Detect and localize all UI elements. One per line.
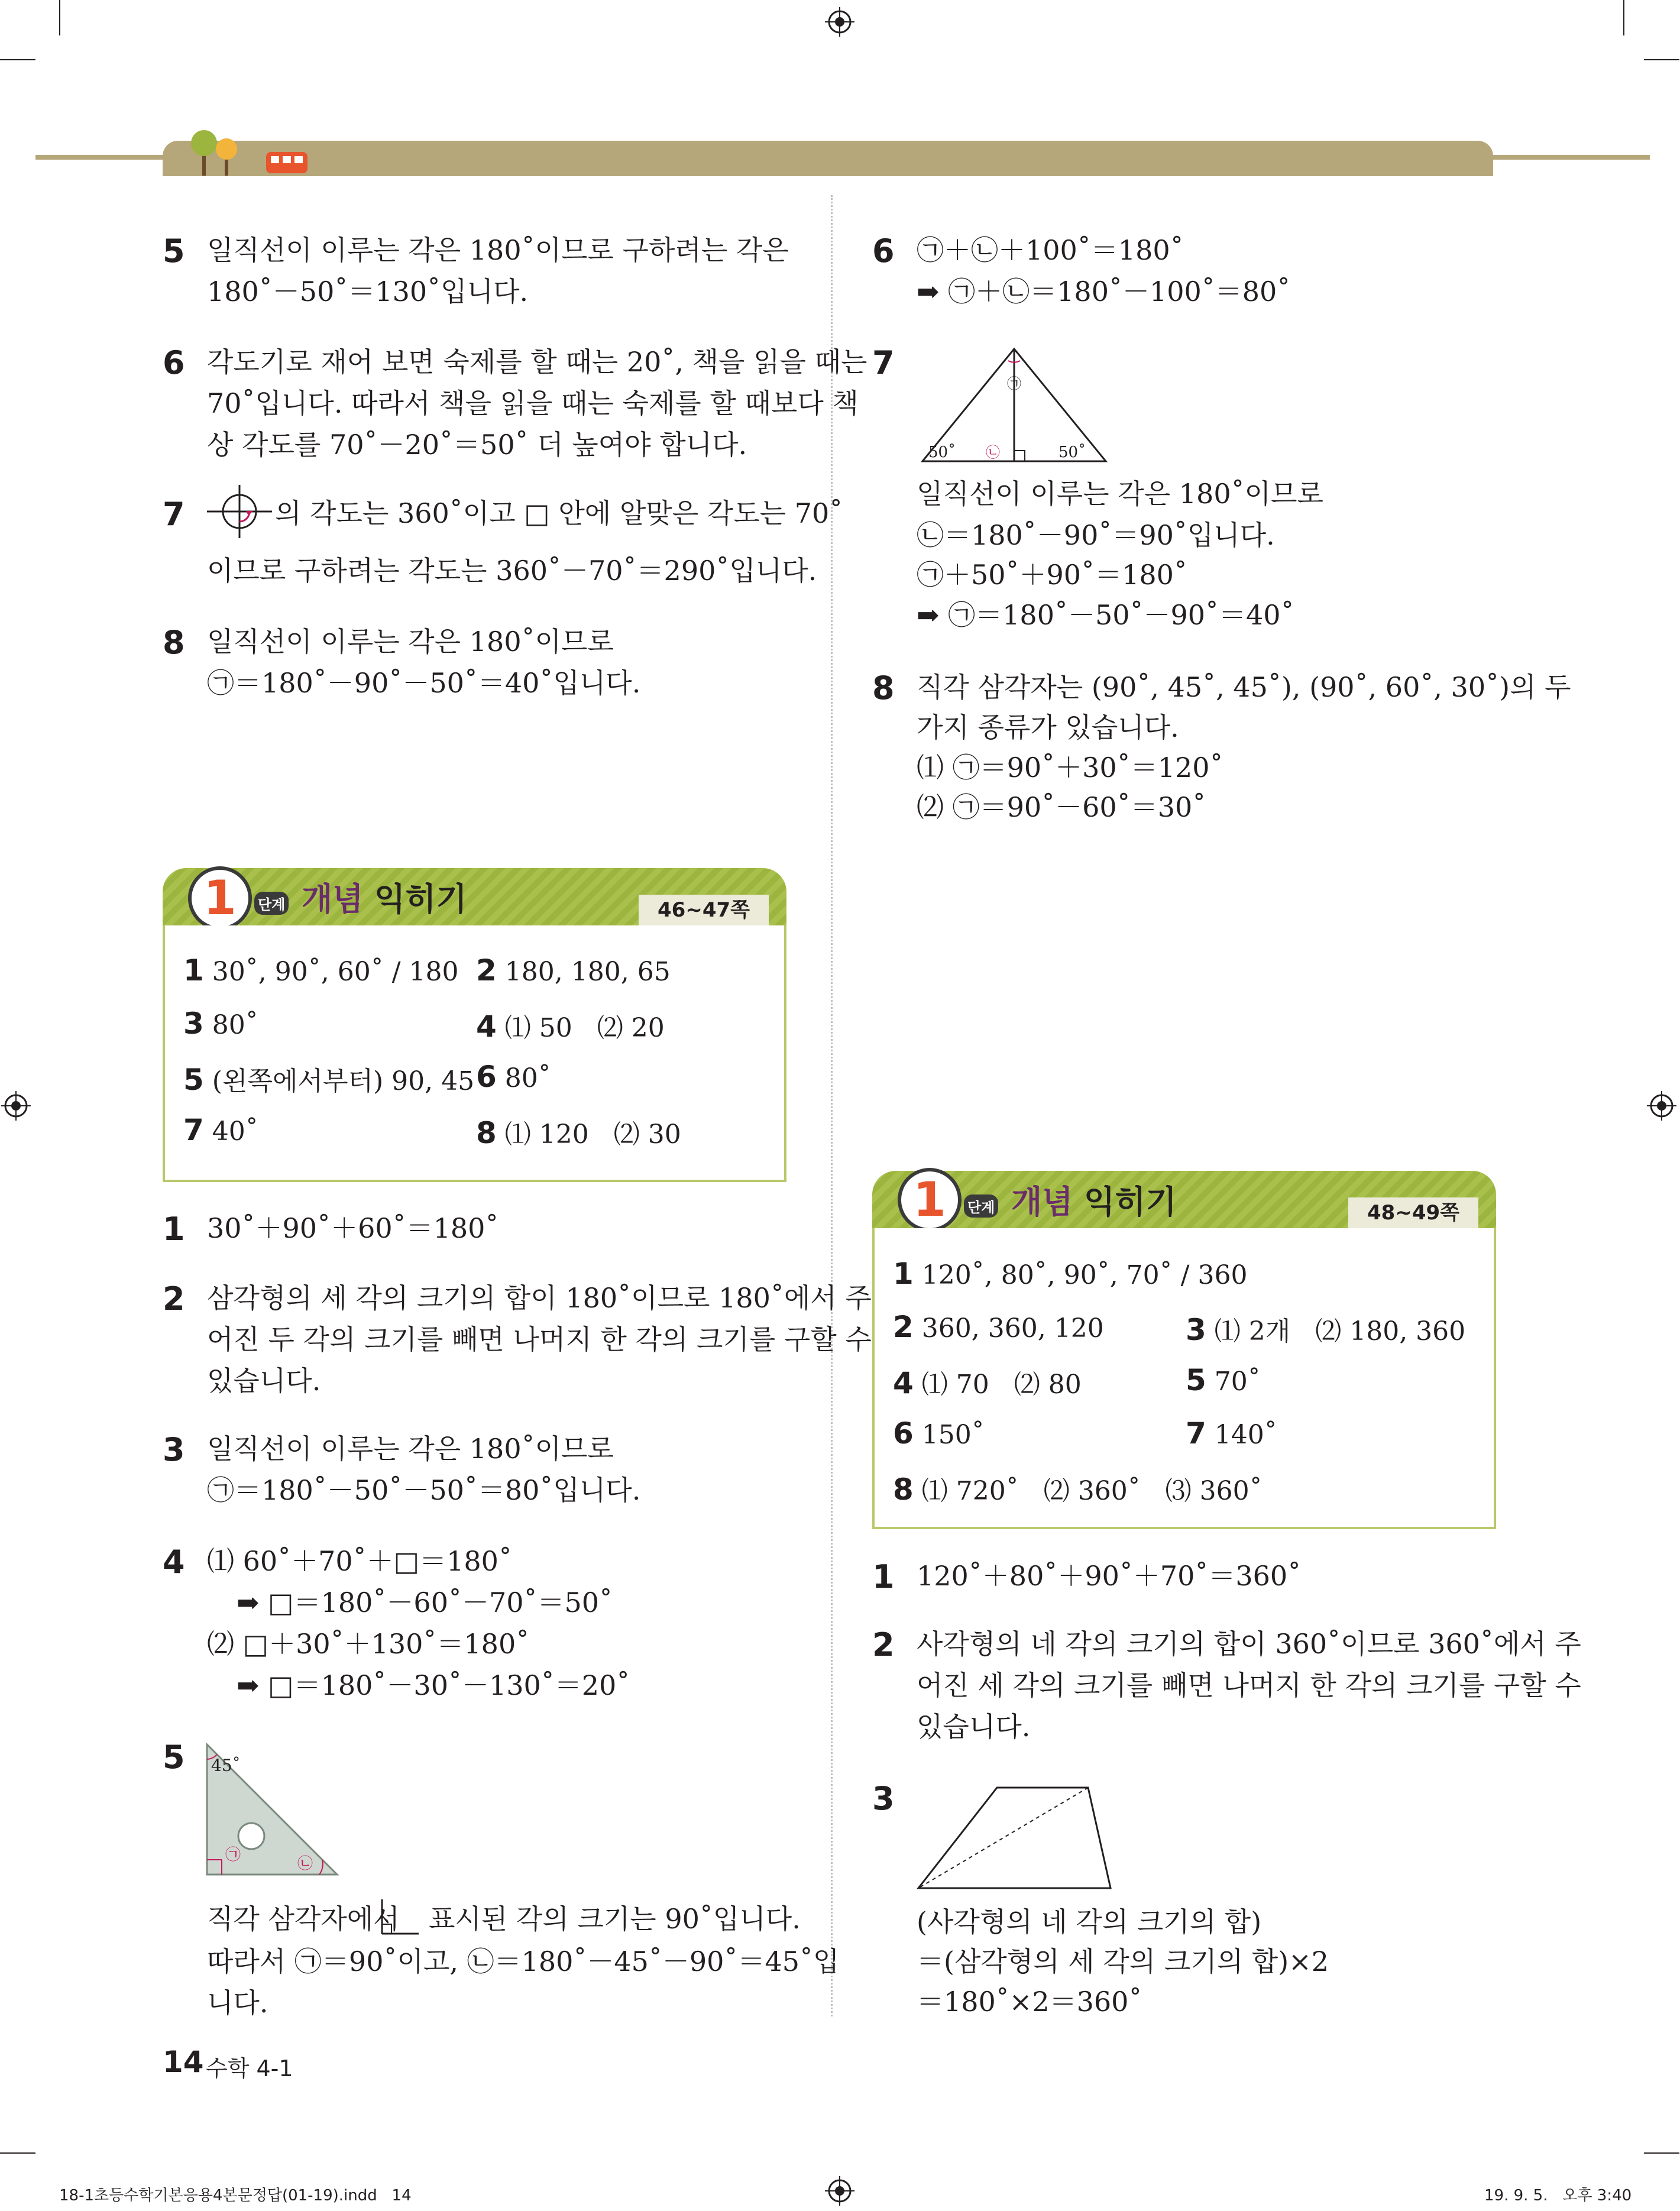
left-q4-line4: ➡ □＝180˚－30˚－130˚＝20˚ — [237, 1669, 630, 1701]
left-p8-number: 8 — [163, 624, 185, 661]
right-q3-line3: ＝180˚×2＝360˚ — [917, 1986, 1142, 2018]
right-q3-line1: (사각형의 네 각의 크기의 합) — [917, 1906, 1262, 1938]
footer-file: 18-1초등수학기본응용4본문정답(01-19).indd 14 — [59, 2187, 412, 2204]
book-title: 수학 4-1 — [206, 2055, 293, 2081]
crop-mark — [1623, 0, 1624, 35]
ans-num: 7 — [1186, 1416, 1206, 1451]
ans-num: 6 — [476, 1060, 497, 1094]
crosshair-angle-icon — [207, 485, 272, 538]
ans-num: 1 — [893, 1257, 914, 1291]
ans-num: 3 — [183, 1006, 204, 1041]
triangle-angle-right: 50˚ — [1059, 444, 1086, 461]
ans-text: ⑴ 120 ⑵ 30 — [504, 1119, 681, 1150]
left-p7-number: 7 — [163, 496, 185, 533]
set-square-label-g: ㉠ — [225, 1846, 241, 1864]
right-box-title-b: 익히기 — [1084, 1183, 1177, 1221]
left-box-row2b — [476, 1006, 665, 1044]
right-box-row4b — [1186, 1416, 1277, 1451]
ans-text: 70˚ — [1214, 1367, 1261, 1397]
registration-mark-top — [825, 7, 854, 37]
left-q4-line1: ⑴ 60˚＋70˚＋□＝180˚ — [207, 1545, 512, 1577]
left-q3-number: 3 — [163, 1431, 185, 1468]
right-q2-line3: 있습니다. — [917, 1711, 1031, 1743]
left-box-title-b: 익히기 — [374, 880, 467, 918]
header-icons — [189, 125, 319, 179]
left-box-row3b — [476, 1060, 551, 1094]
left-p6-number: 6 — [163, 344, 185, 381]
left-q2-number: 2 — [163, 1280, 185, 1317]
right-box-row2b — [1186, 1310, 1465, 1348]
ans-num: 5 — [183, 1063, 204, 1097]
ans-text: ⑴ 50 ⑵ 20 — [504, 1013, 665, 1043]
ans-text: 30˚, 90˚, 60˚ / 180 — [212, 957, 459, 987]
left-q2-line3: 있습니다. — [207, 1365, 321, 1397]
left-p5-line2: 180˚－50˚＝130˚입니다. — [207, 276, 529, 307]
ans-text: 80˚ — [504, 1063, 551, 1093]
left-q5-line2: 따라서 ㉠＝90˚이고, ㉡＝180˚－45˚－90˚＝45˚입 — [207, 1945, 840, 1977]
right-q2-number: 2 — [872, 1626, 895, 1663]
left-p6-line3: 상 각도를 70˚－20˚＝50˚ 더 높여야 합니다. — [207, 429, 747, 461]
left-p6-line2: 70˚입니다. 따라서 책을 읽을 때는 숙제를 할 때보다 책 — [207, 387, 859, 419]
registration-mark-right — [1647, 1091, 1676, 1121]
crop-mark — [1644, 59, 1679, 60]
right-q2-line2: 어진 세 각의 크기를 빼면 나머지 한 각의 크기를 구할 수 — [917, 1669, 1581, 1701]
footer-date: 19. 9. 5. 오후 3:40 — [1484, 2187, 1632, 2204]
triangle-angle-left: 50˚ — [928, 444, 956, 461]
right-box-stage-badge: 단계 — [964, 1194, 998, 1218]
ans-text: 40˚ — [212, 1116, 258, 1147]
right-q1-number: 1 — [872, 1558, 895, 1595]
left-p5-number: 5 — [163, 232, 185, 270]
right-q3-number: 3 — [872, 1780, 895, 1817]
left-p6-line1: 각도기로 재어 보면 숙제를 할 때는 20˚, 책을 읽을 때는 — [207, 346, 867, 378]
header-band — [163, 141, 1493, 176]
ans-num: 8 — [893, 1472, 914, 1507]
left-q1-line1: 30˚＋90˚＋60˚＝180˚ — [207, 1212, 499, 1244]
ans-num: 4 — [893, 1366, 914, 1400]
left-q5-line1b: 표시된 각의 크기는 90˚입니다. — [429, 1903, 801, 1935]
left-q3-line1: 일직선이 이루는 각은 180˚이므로 — [207, 1433, 614, 1465]
right-p7-line4: ➡ ㉠＝180˚－50˚－90˚＝40˚ — [917, 599, 1294, 631]
left-box-row4a — [183, 1113, 258, 1147]
ans-num: 3 — [1186, 1313, 1206, 1347]
left-p8-line2: ㉠＝180˚－90˚－50˚＝40˚입니다. — [207, 667, 641, 699]
right-p7-line1: 일직선이 이루는 각은 180˚이므로 — [917, 478, 1323, 510]
left-q2-line1: 삼각형의 세 각의 크기의 합이 180˚이므로 180˚에서 주 — [207, 1282, 872, 1314]
left-box-row1b — [476, 953, 671, 988]
right-p8-line3: ⑴ ㉠＝90˚＋30˚＝120˚ — [917, 752, 1223, 784]
left-box-row2a — [183, 1006, 258, 1041]
left-box-row3a — [183, 1060, 474, 1098]
registration-mark-bottom — [825, 2176, 854, 2206]
right-p7-line2: ㉡＝180˚－90˚＝90˚입니다. — [917, 519, 1275, 551]
left-box-title-a: 개념 — [302, 880, 364, 918]
right-box-row3b — [1186, 1363, 1261, 1397]
right-box-row5a — [893, 1469, 1263, 1507]
triangle-label-n: ㉡ — [986, 444, 1000, 461]
ans-text: 150˚ — [921, 1420, 985, 1450]
left-p8-line1: 일직선이 이루는 각은 180˚이므로 — [207, 626, 614, 658]
left-q4-number: 4 — [163, 1543, 185, 1581]
ans-num: 4 — [476, 1009, 497, 1044]
crop-mark — [1644, 2152, 1679, 2154]
right-box-step-circle: 1 — [898, 1168, 962, 1232]
right-p7-line3: ㉠＋50˚＋90˚＝180˚ — [917, 559, 1187, 591]
right-p8-line4: ⑵ ㉠＝90˚－60˚＝30˚ — [917, 791, 1206, 823]
quadrilateral-diagram — [915, 1785, 1116, 1891]
ans-num: 6 — [893, 1416, 914, 1451]
left-q2-line2: 어진 두 각의 크기를 빼면 나머지 한 각의 크기를 구할 수 — [207, 1323, 872, 1355]
crop-mark — [59, 0, 60, 35]
ans-num: 2 — [893, 1310, 914, 1344]
crop-mark — [0, 2152, 35, 2154]
crop-mark — [0, 59, 35, 60]
right-box-title — [1011, 1177, 1177, 1222]
left-q3-line2: ㉠＝180˚－50˚－50˚＝80˚입니다. — [207, 1474, 641, 1506]
left-box-row4b — [476, 1113, 681, 1151]
left-q5-line3: 니다. — [207, 1987, 268, 2019]
right-p8-line2: 가지 종류가 있습니다. — [917, 711, 1179, 743]
registration-mark-left — [1, 1091, 31, 1121]
ans-text: 140˚ — [1214, 1420, 1277, 1450]
right-p8-number: 8 — [872, 669, 895, 707]
right-p6-number: 6 — [872, 232, 895, 270]
right-box-row4a — [893, 1416, 985, 1451]
left-q5-number: 5 — [163, 1739, 185, 1776]
right-q3-line2: ＝(삼각형의 세 각의 크기의 합)×2 — [917, 1945, 1329, 1977]
left-box-step-circle: 1 — [188, 866, 252, 930]
right-q2-line1: 사각형의 네 각의 크기의 합이 360˚이므로 360˚에서 주 — [917, 1628, 1581, 1660]
ans-num: 8 — [476, 1116, 497, 1150]
right-angle-mark-icon — [380, 1898, 421, 1940]
ans-num: 5 — [1186, 1363, 1206, 1397]
triangle-label-g: ㉠ — [1007, 375, 1021, 392]
right-box-row1a — [893, 1257, 1247, 1291]
set-square-diagram — [204, 1741, 346, 1877]
set-square-label-n: ㉡ — [297, 1855, 313, 1873]
right-box-pages: 48∼49쪽 — [1348, 1197, 1478, 1228]
left-q5-line1a: 직각 삼각자에서 — [207, 1903, 400, 1935]
left-p5-line1: 일직선이 이루는 각은 180˚이므로 구하려는 각은 — [207, 234, 789, 266]
ans-text: ⑴ 70 ⑵ 80 — [921, 1370, 1082, 1400]
ans-num: 1 — [183, 953, 204, 988]
ans-text: 360, 360, 120 — [921, 1313, 1104, 1344]
left-q4-line2: ➡ □＝180˚－60˚－70˚＝50˚ — [237, 1587, 613, 1618]
ans-text: 120˚, 80˚, 90˚, 70˚ / 360 — [921, 1260, 1248, 1290]
right-p8-line1: 직각 삼각자는 (90˚, 45˚, 45˚), (90˚, 60˚, 30˚)의 두 — [917, 671, 1571, 703]
ans-text: (왼쪽에서부터) 90, 45 — [212, 1066, 475, 1096]
ans-num: 2 — [476, 953, 497, 988]
right-box-title-a: 개념 — [1011, 1183, 1073, 1221]
ans-text: ⑴ 2개 ⑵ 180, 360 — [1214, 1316, 1466, 1346]
left-q1-number: 1 — [163, 1210, 185, 1248]
left-p7-line2: 이므로 구하려는 각도는 360˚－70˚＝290˚입니다. — [207, 555, 817, 587]
left-box-pages: 46∼47쪽 — [639, 895, 769, 925]
set-square-angle: 45˚ — [211, 1756, 241, 1775]
right-q1-line1: 120˚＋80˚＋90˚＋70˚＝360˚ — [917, 1560, 1302, 1592]
triangle-diagram — [917, 346, 1112, 467]
right-p7-number: 7 — [872, 344, 895, 381]
left-q4-line3: ⑵ □＋30˚＋130˚＝180˚ — [207, 1628, 530, 1660]
right-box-row2a — [893, 1310, 1104, 1344]
ans-num: 7 — [183, 1113, 204, 1147]
column-divider — [831, 195, 833, 2016]
ans-text: ⑴ 720˚ ⑵ 360˚ ⑶ 360˚ — [921, 1476, 1263, 1506]
ans-text: 80˚ — [212, 1010, 258, 1040]
right-box-row3a — [893, 1363, 1082, 1401]
left-box-title — [302, 874, 467, 920]
left-box-row1a — [183, 953, 459, 988]
right-p6-line1: ㉠＋㉡＋100˚＝180˚ — [917, 234, 1184, 266]
right-p6-line2: ➡ ㉠＋㉡＝180˚－100˚＝80˚ — [917, 276, 1291, 307]
left-box-stage-badge: 단계 — [254, 892, 289, 915]
ans-text: 180, 180, 65 — [504, 957, 671, 987]
page-number: 14 — [163, 2045, 204, 2079]
left-p7-line1: 의 각도는 360˚이고 □ 안에 알맞은 각도는 70˚ — [275, 497, 843, 529]
